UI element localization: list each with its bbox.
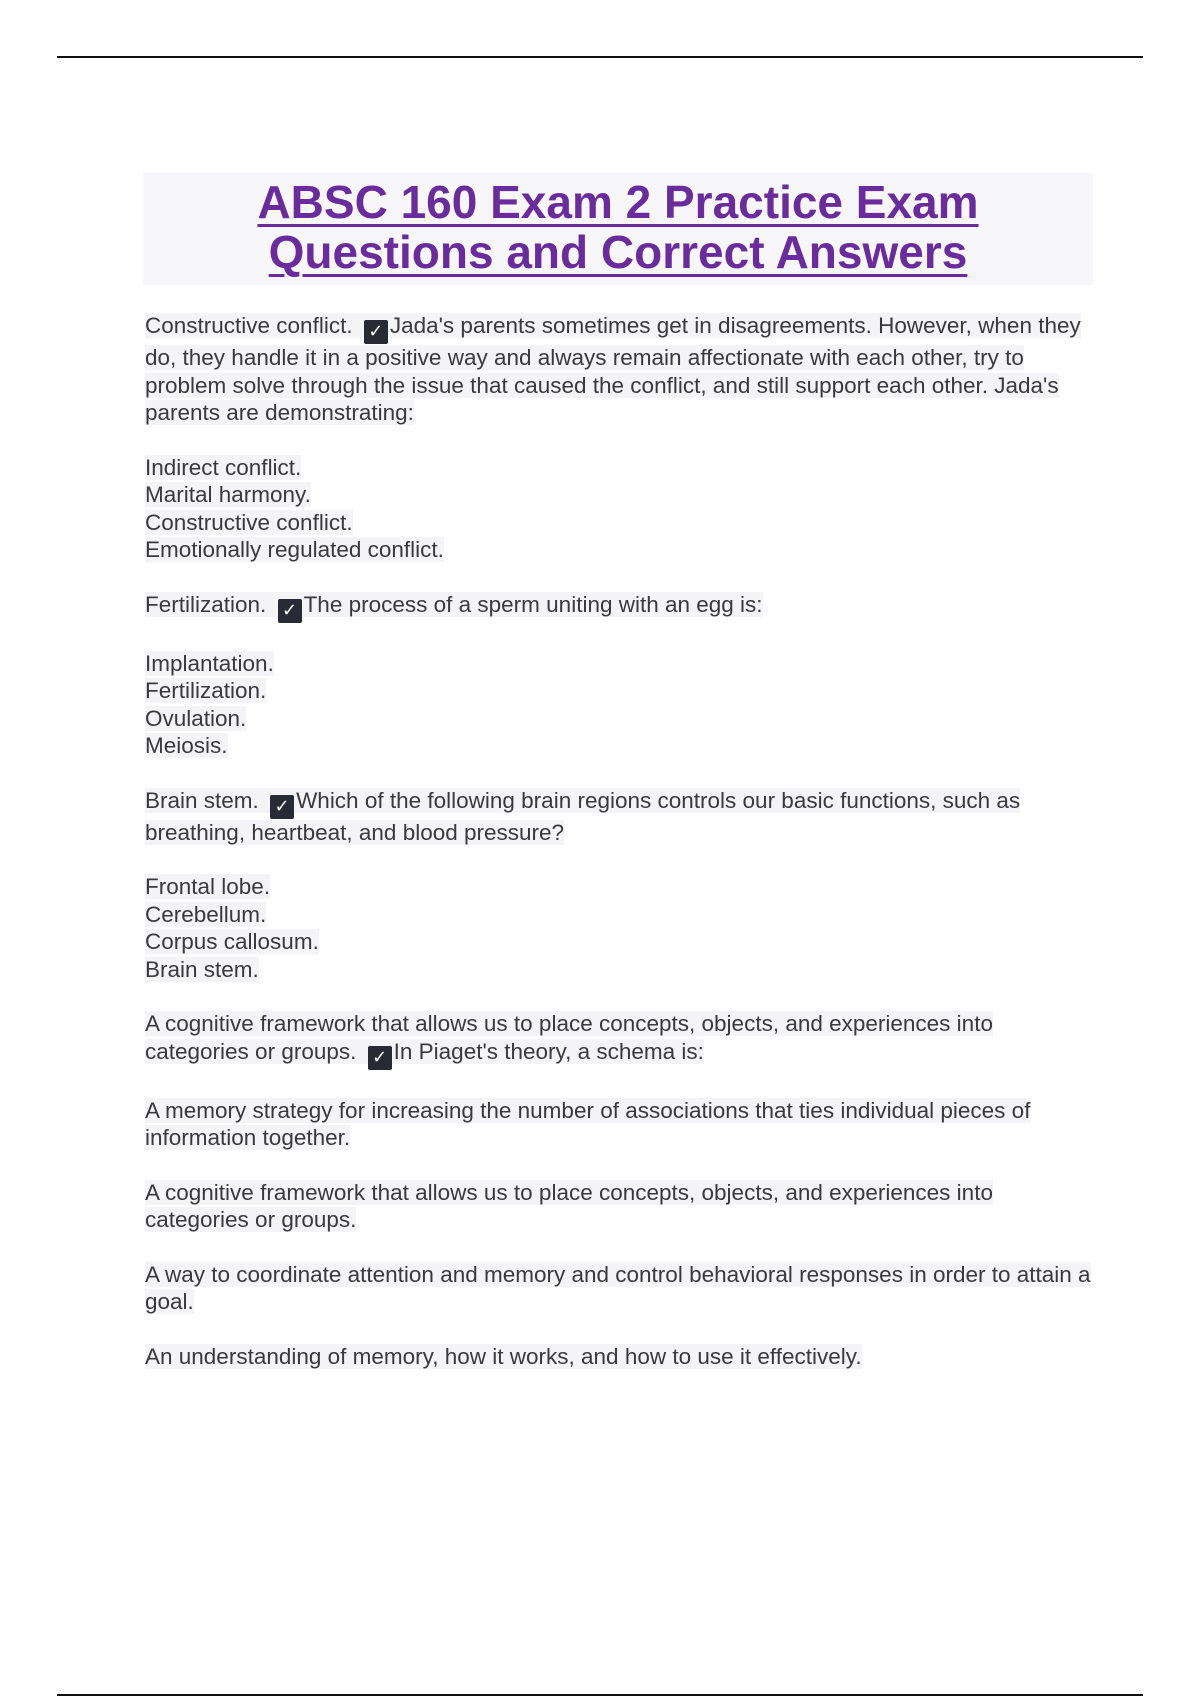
question-3 [145, 787, 1095, 847]
option: Indirect conflict. [145, 454, 302, 480]
option: Corpus callosum. [145, 929, 319, 954]
question-4 [145, 1010, 1095, 1070]
question-2-prompt: The process of a sperm uniting with an egg is: [303, 591, 763, 617]
option: Emotionally regulated conflict. [145, 537, 444, 562]
page-title-line-1: ABSC 160 Exam 2 Practice Exam [257, 176, 979, 228]
question-4-option-1: A memory strategy for increasing the number of associations that ties individual pieces of information together. [145, 1097, 1031, 1150]
checkmark-icon: ✓ [270, 795, 294, 819]
option: Ovulation. [145, 705, 247, 731]
option: Meiosis. [145, 733, 228, 758]
bottom-rule [57, 1694, 1143, 1696]
question-4-option-3: A way to coordinate attention and memory and control behavioral responses in order to attain a goal. [145, 1261, 1091, 1314]
question-3-prompt: Which of the following brain regions controls our basic functions, such as breathing, heartbeat, and blood pressure? [145, 787, 1021, 845]
question-2-answer: Fertilization. [145, 591, 267, 617]
option: Fertilization. [145, 678, 267, 703]
question-3-options [145, 873, 1095, 983]
option: Frontal lobe. [145, 874, 271, 899]
option: Cerebellum. [145, 901, 267, 927]
question-4-option-4: An understanding of memory, how it works, and how to use it effectively. [145, 1343, 862, 1369]
checkmark-icon: ✓ [368, 1046, 392, 1070]
question-2 [145, 591, 1095, 623]
checkmark-icon: ✓ [364, 320, 388, 344]
question-1-prompt: Jada's parents sometimes get in disagreements. However, when they do, they handle it in a positive way and always remain affectionate with each other, try to problem solve through the issue that caused the conflict, and still support each other. Jada's parents are demonstrating: [145, 313, 1081, 425]
question-1-answer: Constructive conflict. [145, 313, 353, 338]
question-4-prompt: In Piaget's theory, a schema is: [393, 1038, 704, 1064]
checkmark-icon: ✓ [278, 599, 302, 623]
question-2-options [145, 650, 1095, 760]
question-1-options [145, 454, 1095, 564]
question-4-option-2: A cognitive framework that allows us to place concepts, objects, and experiences into categories or groups. [145, 1179, 993, 1232]
question-1 [145, 312, 1095, 427]
document-body [145, 312, 1095, 1370]
top-rule [57, 56, 1143, 58]
option: Constructive conflict. [145, 509, 353, 535]
title-block [143, 173, 1093, 285]
option: Implantation. [145, 650, 274, 676]
question-4-answer: A cognitive framework that allows us to place concepts, objects, and experiences into categories or groups. [145, 1011, 993, 1064]
option: Marital harmony. [145, 482, 311, 507]
page-title-line-2: Questions and Correct Answers [268, 226, 968, 278]
question-3-answer: Brain stem. [145, 787, 259, 813]
option: Brain stem. [145, 956, 259, 982]
